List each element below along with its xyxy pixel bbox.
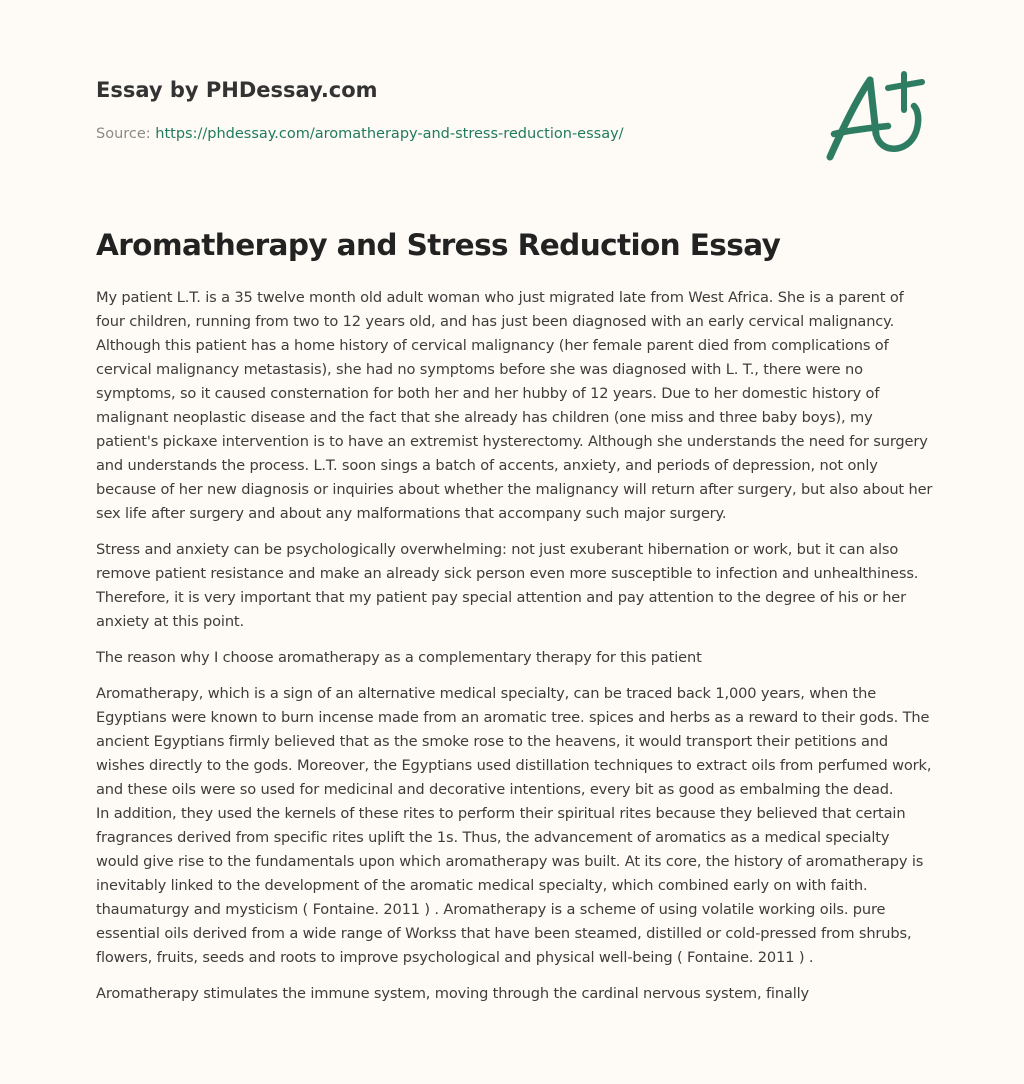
essay-paragraph: Aromatherapy stimulates the immune system, moving through the cardinal nervous system, finally — [96, 985, 810, 1002]
source-line — [96, 124, 796, 144]
essay-title: Aromatherapy and Stress Reduction Essay — [96, 228, 781, 262]
source-link[interactable]: https://phdessay.com/aromatherapy-and-stress-reduction-essay/ — [155, 126, 624, 142]
essay-paragraph: My patient L.T. is a 35 twelve month old adult woman who just migrated late from West Africa. She is a parent of four children, running from two to 12 years old, and has just been diagnosed with an early cervical malignancy. Although this patient has a home history of cervical malignancy (her female parent died from complications of cervical malignancy metastasis), she had no symptoms before she was diagnosed with L. T., there were no symptoms, so it caused consternation for both her and her hubby of 12 years. Due to her domestic history of malignant neoplastic disease and the fact that she already has children (one miss and three baby boys), my patient's pickaxe intervention is to have an extremist hysterectomy. Although she understands the need for surgery and understands the process. L.T. soon sings a batch of accents, anxiety, and periods of depression, not only because of her new diagnosis or inquiries about whether the malignancy will return after surgery, but also about her sex life after surgery and about any malformations that accompany such major surgery. — [96, 289, 933, 522]
source-label: Source: — [96, 126, 156, 142]
essay-body — [96, 286, 936, 1018]
a-plus-grade-icon — [820, 62, 930, 167]
site-brand: Essay by PHDessay.com — [96, 78, 378, 102]
essay-paragraph: In addition, they used the kernels of these rites to perform their spiritual rites because they believed that certain fragrances derived from specific rites uplift the 1s. Thus, the advancement of aromatics as a medical specialty would give rise to the fundamentals upon which aromatherapy was built. At its core, the history of aromatherapy is inevitably linked to the development of the aromatic medical specialty, which combined early on with faith. thaumaturgy and mysticism ( Fontaine. 2011 ) . Aromatherapy is a scheme of using volatile working oils. pure essential oils derived from a wide range of Workss that have been steamed, distilled or cold-pressed from shrubs, flowers, fruits, seeds and roots to improve psychological and physical well-being ( Fontaine. 2011 ) . — [96, 805, 924, 966]
essay-paragraph: The reason why I choose aromatherapy as a complementary therapy for this patient — [96, 649, 702, 666]
essay-paragraph: Stress and anxiety can be psychologically overwhelming: not just exuberant hibernation or work, but it can also remove patient resistance and make an already sick person even more susceptible to infection and unhealthiness. Therefore, it is very important that my patient pay special attention and pay attention to the degree of his or her anxiety at this point. — [96, 541, 919, 630]
page-header — [96, 74, 796, 144]
essay-paragraph: Aromatherapy, which is a sign of an alternative medical specialty, can be traced back 1,000 years, when the Egyptians were known to burn incense made from an aromatic tree. spices and herbs as a reward to their gods. The ancient Egyptians firmly believed that as the smoke rose to the heavens, it would transport their petitions and wishes directly to the gods. Moreover, the Egyptians used distillation techniques to extract oils from perfumed work, and these oils were so used for medicinal and decorative intentions, every bit as good as embalming the dead. — [96, 685, 932, 798]
